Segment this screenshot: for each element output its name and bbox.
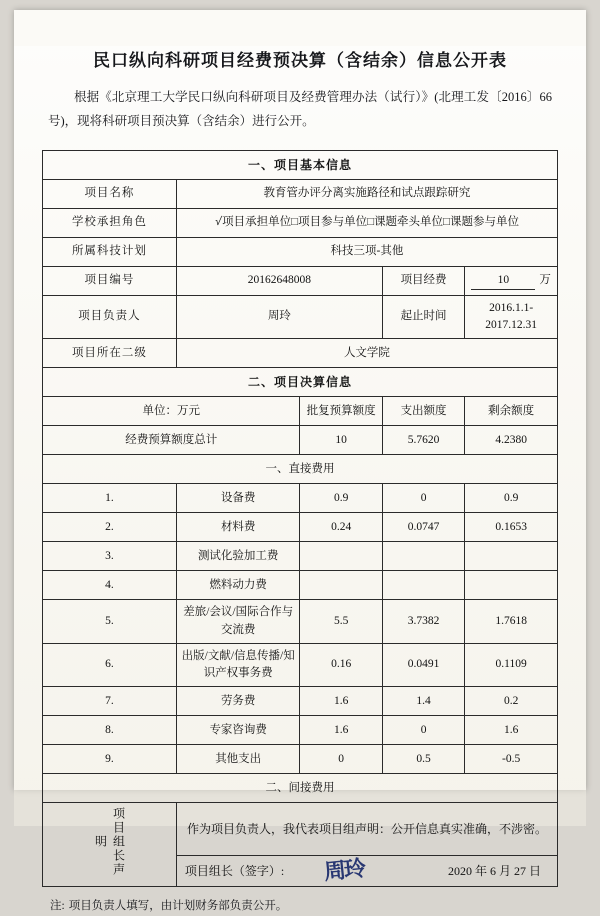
item-approved-1: 0.9 — [300, 484, 382, 513]
row-label-principal: 项目负责人 — [43, 295, 177, 339]
item-label-6: 出版/文献/信息传播/知识产权事务费 — [176, 643, 300, 687]
intro-paragraph: 根据《北京理工大学民口纵向科研项目及经费管理办法（试行）》(北理工发〔2016〕66 号)，现将科研项目预决算（含结余）进行公开。 — [48, 90, 552, 129]
table-header-row — [43, 397, 558, 426]
column-header-remain: 剩余额度 — [465, 397, 558, 426]
item-no-8: 8. — [43, 716, 177, 745]
row-spent-total: 5.7620 — [382, 426, 464, 455]
item-no-4: 4. — [43, 571, 177, 600]
footer-note — [50, 897, 550, 915]
signature-label: 项目组长（签字）: — [184, 864, 285, 879]
item-no-9: 9. — [43, 745, 177, 774]
item-approved-4 — [300, 571, 382, 600]
section2-header: 二、项目决算信息 — [43, 368, 558, 397]
item-remain-4 — [465, 571, 558, 600]
signature-cell — [176, 856, 557, 887]
funding-amount: 10 — [471, 272, 535, 290]
table-row — [43, 179, 558, 208]
item-spent-5: 3.7382 — [382, 600, 464, 644]
column-header-approved: 批复预算额度 — [300, 397, 382, 426]
funding-unit: 万 — [539, 273, 551, 286]
item-spent-9: 0.5 — [382, 745, 464, 774]
item-remain-2: 0.1653 — [465, 513, 558, 542]
table-row — [43, 643, 558, 687]
declaration-text: 作为项目负责人，我代表项目组声明：公开信息真实准确，不涉密。 — [176, 803, 557, 856]
row-label-faculty: 项目所在二级 — [43, 339, 177, 368]
item-label-2: 材料费 — [176, 513, 300, 542]
item-no-6: 6. — [43, 643, 177, 687]
item-no-3: 3. — [43, 542, 177, 571]
table-row — [43, 339, 558, 368]
column-header-spent: 支出额度 — [382, 397, 464, 426]
row-value-period: 2016.1.1-2017.12.31 — [465, 295, 558, 339]
section-header-row — [43, 150, 558, 179]
item-remain-5: 1.7618 — [465, 600, 558, 644]
item-approved-5: 5.5 — [300, 600, 382, 644]
table-row — [43, 716, 558, 745]
signature-date: 2020 年 6 月 27 日 — [447, 864, 541, 879]
row-label-project-no: 项目编号 — [43, 266, 177, 295]
item-label-4: 燃料动力费 — [176, 571, 300, 600]
item-remain-6: 0.1109 — [465, 643, 558, 687]
item-spent-8: 0 — [382, 716, 464, 745]
column-header-unit: 单位：万元 — [43, 397, 300, 426]
item-spent-1: 0 — [382, 484, 464, 513]
row-label-project-name: 项目名称 — [43, 179, 177, 208]
page-title: 民口纵向科研项目经费预决算（含结余）信息公开表 — [93, 51, 507, 70]
declaration-side-label — [43, 803, 177, 887]
table-row — [43, 745, 558, 774]
table-row — [43, 513, 558, 542]
item-no-5: 5. — [43, 600, 177, 644]
item-approved-9: 0 — [300, 745, 382, 774]
row-label-tech-plan: 所属科技计划 — [43, 237, 177, 266]
item-approved-7: 1.6 — [300, 687, 382, 716]
item-spent-6: 0.0491 — [382, 643, 464, 687]
table-row — [43, 266, 558, 295]
item-approved-2: 0.24 — [300, 513, 382, 542]
table-row — [43, 571, 558, 600]
row-remain-total: 4.2380 — [465, 426, 558, 455]
row-value-project-funding — [465, 266, 558, 295]
row-value-tech-plan: 科技三项-其他 — [176, 237, 557, 266]
item-spent-3 — [382, 542, 464, 571]
item-remain-3 — [465, 542, 558, 571]
footer-note-text: 项目负责人填写，由计划财务部负责公开。 — [68, 900, 288, 913]
item-label-9: 其他支出 — [176, 745, 300, 774]
item-spent-2: 0.0747 — [382, 513, 464, 542]
group-label-indirect: 二、间接费用 — [43, 774, 558, 803]
item-approved-6: 0.16 — [300, 643, 382, 687]
row-value-faculty: 人文学院 — [176, 339, 557, 368]
item-approved-3 — [300, 542, 382, 571]
table-row — [43, 295, 558, 339]
item-label-3: 测试化验加工费 — [176, 542, 300, 571]
row-value-project-name: 教育管办评分离实施路径和试点跟踪研究 — [176, 179, 557, 208]
document-page — [14, 10, 586, 913]
item-no-7: 7. — [43, 687, 177, 716]
item-label-1: 设备费 — [176, 484, 300, 513]
table-row — [43, 687, 558, 716]
row-approved-total: 10 — [300, 426, 382, 455]
row-value-project-no: 20162648008 — [176, 266, 382, 295]
table-row — [43, 774, 558, 803]
table-row — [43, 237, 558, 266]
item-approved-8: 1.6 — [300, 716, 382, 745]
item-label-8: 专家咨询费 — [176, 716, 300, 745]
item-spent-4 — [382, 571, 464, 600]
item-label-5: 差旅/会议/国际合作与交流费 — [176, 600, 300, 644]
table-row — [43, 455, 558, 484]
footer-note-key: 注: — [50, 900, 65, 913]
item-remain-1: 0.9 — [465, 484, 558, 513]
item-remain-8: 1.6 — [465, 716, 558, 745]
declaration-side-text: 项目组长声明 — [93, 807, 126, 878]
section1-header: 一、项目基本信息 — [43, 150, 558, 179]
table-row — [43, 542, 558, 571]
row-label-period: 起止时间 — [382, 295, 464, 339]
row-value-school-role — [176, 208, 557, 237]
item-no-1: 1. — [43, 484, 177, 513]
paper-surface — [14, 46, 586, 913]
item-remain-7: 0.2 — [465, 687, 558, 716]
table-row — [43, 208, 558, 237]
item-spent-7: 1.4 — [382, 687, 464, 716]
group-label-direct: 一、直接费用 — [43, 455, 558, 484]
section-header-row — [43, 368, 558, 397]
item-label-7: 劳务费 — [176, 687, 300, 716]
table-row — [43, 484, 558, 513]
row-label-total: 经费预算额度总计 — [43, 426, 300, 455]
item-remain-9: -0.5 — [465, 745, 558, 774]
school-role-options: 项目承担单位□项目参与单位□课题牵头单位□课题参与单位 — [222, 216, 520, 229]
item-no-2: 2. — [43, 513, 177, 542]
checkmark-icon: √ — [214, 216, 223, 229]
row-value-principal: 周玲 — [176, 295, 382, 339]
table-row — [43, 600, 558, 644]
disclosure-table — [42, 150, 558, 888]
row-label-project-funding: 项目经费 — [382, 266, 464, 295]
declaration-row — [43, 803, 558, 856]
table-row — [43, 426, 558, 455]
handwritten-signature: 周玲 — [322, 855, 366, 885]
row-label-school-role: 学校承担角色 — [43, 208, 177, 237]
